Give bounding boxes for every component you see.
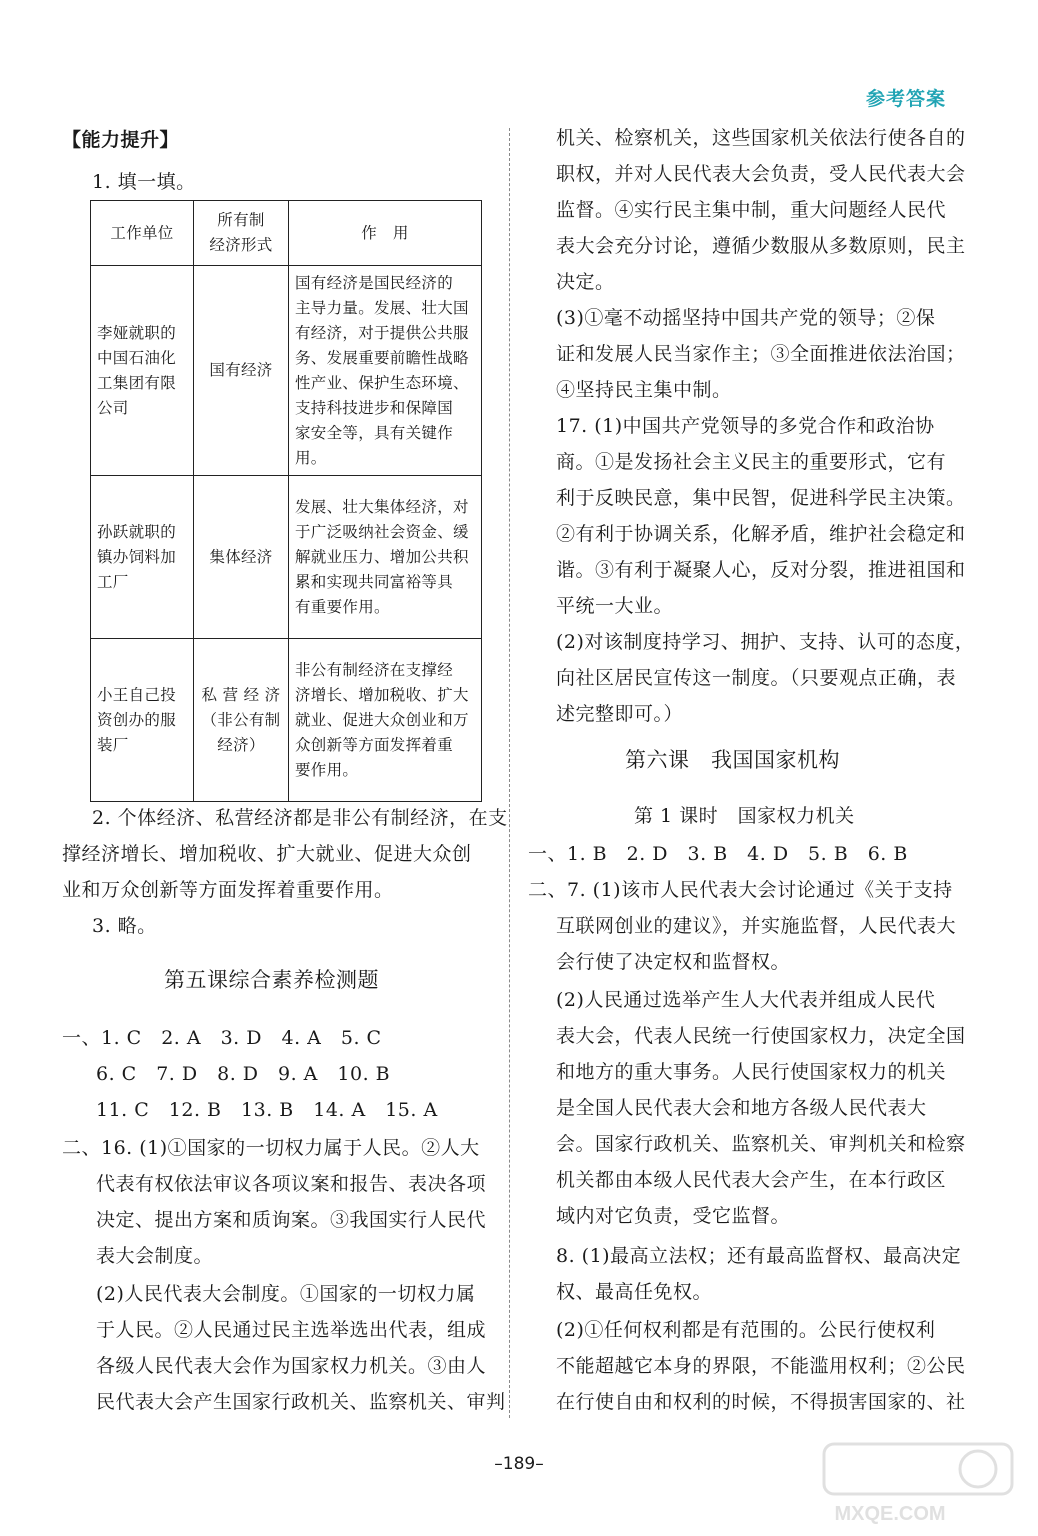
- answer-line: (2)对该制度持学习、拥护、支持、认可的态度，: [556, 631, 975, 653]
- cell-function: 国有经济是国民经济的 主导力量。发展、壮大国 有经济，对于提供公共服 务、发展重要前瞻性战略 性产业、保护生态环境、 支持科技进步和保障国 家安全等，具有关键作 用。: [289, 266, 482, 476]
- header-label: 参考答案: [865, 88, 946, 110]
- answer-line: 3. 略。: [92, 915, 157, 937]
- answer-line: 商。①是发扬社会主义民主的重要形式，它有: [556, 451, 947, 473]
- answer-line: 域内对它负责，受它监督。: [556, 1205, 791, 1227]
- answer-line: 撑经济增长、增加税收、扩大就业、促进大众创: [62, 843, 472, 865]
- answer-line: 在行使自由和权利的时候，不得损害国家的、社: [556, 1391, 966, 1413]
- svg-text:MXQE.COM: MXQE.COM: [834, 1503, 946, 1525]
- answer-line: 一、1. B 2. D 3. B 4. D 5. B 6. B: [528, 843, 908, 865]
- answer-line: 监督。④实行民主集中制，重大问题经人民代: [556, 199, 947, 221]
- answer-line: 机关都由本级人民代表大会产生，在本行政区: [556, 1169, 947, 1191]
- answer-line: 表大会制度。: [96, 1245, 214, 1267]
- answer-line: 各级人民代表大会作为国家权力机关。③由人: [96, 1355, 487, 1377]
- answer-line: 会行使了决定权和监督权。: [556, 951, 791, 973]
- answer-line: 代表有权依法审议各项议案和报告、表决各项: [96, 1173, 487, 1195]
- table-header-row: [91, 201, 482, 266]
- answer-line: 民代表大会产生国家行政机关、监察机关、审判: [96, 1391, 506, 1413]
- answer-line: 决定。: [556, 271, 615, 293]
- table-row: [91, 266, 482, 476]
- answer-line: (2)人民通过选举产生人大代表并组成人民代: [556, 989, 936, 1011]
- lesson-title: 第六课 我国国家机构: [625, 748, 840, 772]
- question-1-label: 1. 填一填。: [92, 171, 196, 193]
- cell-function: 发展、壮大集体经济，对 于广泛吸纳社会资金、缓 解就业压力、增加公共积 累和实现共同富裕等具 有重要作用。: [289, 476, 482, 639]
- watermark-logo-icon: [818, 1438, 1018, 1528]
- cell-ownership: 私 营 经 济 （非公有制 经济）: [194, 639, 289, 802]
- column-divider: [509, 128, 510, 1418]
- answer-line: (2)人民代表大会制度。①国家的一切权力属: [96, 1283, 476, 1305]
- answer-line: 谐。③有利于凝聚人心，反对分裂，推进祖国和: [556, 559, 966, 581]
- answer-line: 平统一大业。: [556, 595, 674, 617]
- answer-line: 是全国人民代表大会和地方各级人民代表大: [556, 1097, 927, 1119]
- cell-ownership: 国有经济: [194, 266, 289, 476]
- section-title: 【能力提升】: [62, 129, 180, 151]
- answer-table: [90, 200, 482, 802]
- test-title: 第五课综合素养检测题: [164, 968, 379, 992]
- answer-line: ②有利于协调关系，化解矛盾，维护社会稳定和: [556, 523, 966, 545]
- answer-line: 述完整即可。）: [556, 703, 684, 725]
- answer-line: 会。国家行政机关、监察机关、审判机关和检察: [556, 1133, 966, 1155]
- answer-line: (3)①毫不动摇坚持中国共产党的领导；②保: [556, 307, 936, 329]
- answer-line: ④坚持民主集中制。: [556, 379, 732, 401]
- answer-line: 2. 个体经济、私营经济都是非公有制经济，在支: [92, 807, 508, 829]
- answer-line: 11. C 12. B 13. B 14. A 15. A: [96, 1099, 438, 1121]
- cell-work-unit: 李娅就职的 中国石油化 工集团有限 公司: [91, 266, 194, 476]
- answer-line: 和地方的重大事务。人民行使国家权力的机关: [556, 1061, 947, 1083]
- answer-line: 表大会充分讨论，遵循少数服从多数原则，民主: [556, 235, 966, 257]
- cell-work-unit: 孙跃就职的 镇办饲料加 工厂: [91, 476, 194, 639]
- answer-line: 17. (1)中国共产党领导的多党合作和政治协: [556, 415, 935, 437]
- answer-line: 证和发展人民当家作主；③全面推进依法治国；: [556, 343, 966, 365]
- table-row: [91, 639, 482, 802]
- answer-line: 6. C 7. D 8. D 9. A 10. B: [96, 1063, 391, 1085]
- answer-line: 二、16. (1)①国家的一切权力属于人民。②人大: [62, 1137, 480, 1159]
- header-ownership: 所有制 经济形式: [194, 201, 289, 266]
- answer-line: 职权，并对人民代表大会负责，受人民代表大会: [556, 163, 966, 185]
- cell-function: 非公有制经济在支撑经 济增长、增加税收、扩大 就业、促进大众创业和万 众创新等方面发挥着重 要作用。: [289, 639, 482, 802]
- table-row: [91, 476, 482, 639]
- answer-line: 利于反映民意，集中民智，促进科学民主决策。: [556, 487, 966, 509]
- answer-line: 互联网创业的建议》，并实施监督，人民代表大: [556, 915, 957, 937]
- cell-ownership: 集体经济: [194, 476, 289, 639]
- answer-line: 权、最高任免权。: [556, 1281, 713, 1303]
- page-number: –189–: [494, 1454, 544, 1474]
- answer-line: 决定、提出方案和质询案。③我国实行人民代: [96, 1209, 487, 1231]
- answer-line: 二、7. (1)该市人民代表大会讨论通过《关于支持: [528, 879, 953, 901]
- answer-line: 于人民。②人民通过民主选举选出代表，组成: [96, 1319, 487, 1341]
- answer-line: (2)①任何权利都是有范围的。公民行使权利: [556, 1319, 936, 1341]
- answer-line: 业和万众创新等方面发挥着重要作用。: [62, 879, 394, 901]
- answer-line: 表大会，代表人民统一行使国家权力，决定全国: [556, 1025, 966, 1047]
- answer-line: 不能超越它本身的界限，不能滥用权利；②公民: [556, 1355, 966, 1377]
- header-function: 作 用: [289, 201, 482, 266]
- answer-line: 向社区居民宣传这一制度。（只要观点正确，表: [556, 667, 957, 689]
- answer-line: 机关、检察机关，这些国家机关依法行使各自的: [556, 127, 966, 149]
- period-title: 第 1 课时 国家权力机关: [634, 805, 855, 827]
- answer-line: 8. (1)最高立法权；还有最高监督权、最高决定: [556, 1245, 962, 1267]
- cell-work-unit: 小王自己投 资创办的服 装厂: [91, 639, 194, 802]
- answer-line: 一、1. C 2. A 3. D 4. A 5. C: [62, 1027, 382, 1049]
- header-work-unit: 工作单位: [91, 201, 194, 266]
